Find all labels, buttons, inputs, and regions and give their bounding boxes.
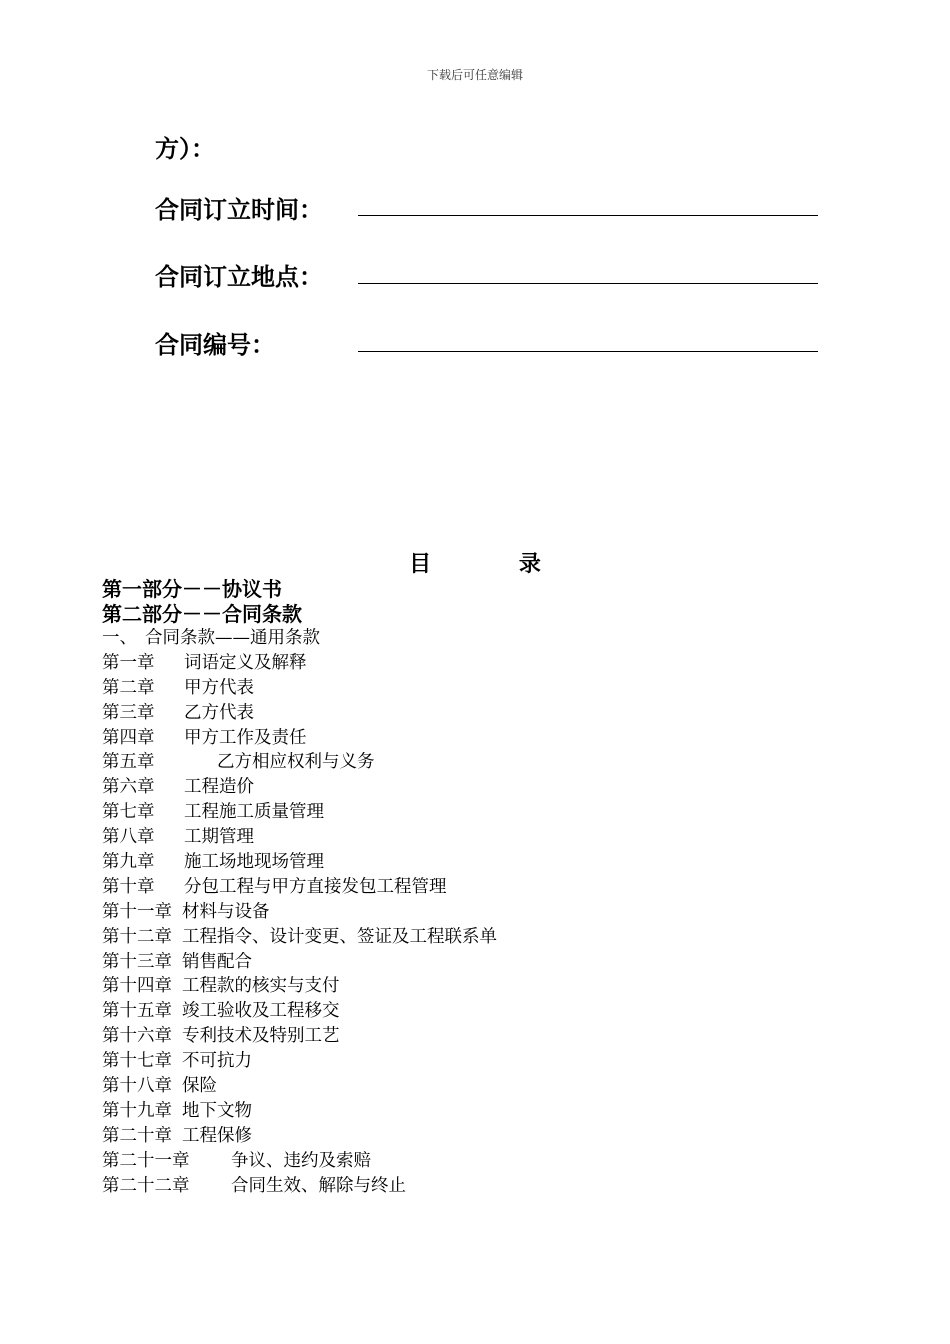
toc-entry-title: 甲方代表	[184, 677, 254, 698]
contract-place-field[interactable]	[358, 283, 818, 284]
toc-entry-title: 地下文物	[182, 1100, 252, 1121]
toc-entry-number: 第十三章	[102, 951, 172, 972]
toc-entry-number: 一、	[102, 628, 137, 648]
toc-entry	[102, 1174, 862, 1199]
toc-entry-number: 第八章	[102, 827, 155, 848]
toc-entry-title: 工程款的核实与支付	[182, 976, 340, 997]
toc-part-heading: 第一部分－－协议书	[102, 577, 282, 601]
toc-entry	[102, 651, 862, 676]
toc-entry-title: 合同生效、解除与终止	[231, 1175, 406, 1196]
toc-entry	[102, 925, 862, 950]
toc-entry-title: 施工场地现场管理	[184, 852, 324, 873]
toc-entry-number: 第十章	[102, 876, 155, 897]
toc-entry	[102, 950, 862, 975]
toc-entry-number: 第一章	[102, 652, 155, 673]
toc-entry-title: 合同条款——通用条款	[145, 628, 320, 648]
toc-entry-number: 第二十章	[102, 1125, 172, 1146]
toc-entry-title: 争议、违约及索赔	[231, 1150, 371, 1171]
toc-entry	[102, 1099, 862, 1124]
toc-entry-title: 乙方代表	[184, 702, 254, 723]
toc-entry-title: 工程造价	[184, 777, 254, 798]
toc-entry	[102, 1124, 862, 1149]
toc-entry-number: 第十五章	[102, 1001, 172, 1022]
toc-entry-title: 工期管理	[184, 827, 254, 848]
toc-entry-number: 第七章	[102, 802, 155, 823]
toc-entry-number: 第十一章	[102, 901, 172, 922]
contract-date-label: 合同订立时间：	[155, 196, 323, 224]
toc-entry-title: 材料与设备	[182, 901, 270, 922]
contract-date-field[interactable]	[358, 215, 818, 216]
toc-entry	[102, 850, 862, 875]
toc-entry-title: 工程保修	[182, 1125, 252, 1146]
toc-entry-title: 专利技术及特别工艺	[182, 1026, 340, 1047]
toc-entry-number: 第十六章	[102, 1026, 172, 1047]
toc-entry	[102, 1049, 862, 1074]
toc-entry-number: 第九章	[102, 852, 155, 873]
toc-entry-number: 第十二章	[102, 926, 172, 947]
toc-entry-number: 第二十一章	[102, 1150, 190, 1171]
toc-entry	[102, 726, 862, 751]
toc-entry-number: 第四章	[102, 727, 155, 748]
toc-entry	[102, 800, 862, 825]
toc-entry	[102, 1149, 862, 1174]
toc-entry	[102, 875, 862, 900]
toc-entry-number: 第十八章	[102, 1076, 172, 1097]
toc-entry	[102, 974, 862, 999]
toc-entry	[102, 900, 862, 925]
toc-entry-number: 第十四章	[102, 976, 172, 997]
toc-entry-title: 竣工验收及工程移交	[182, 1001, 340, 1022]
toc-entry	[102, 999, 862, 1024]
toc-entry-title: 乙方相应权利与义务	[217, 752, 375, 773]
contract-number-field[interactable]	[358, 351, 818, 352]
toc-entry-title: 词语定义及解释	[184, 652, 307, 673]
toc-entry-number: 第二十二章	[102, 1175, 190, 1196]
toc-entry-title: 不可抗力	[182, 1051, 252, 1072]
toc-entry	[102, 1024, 862, 1049]
toc-entry-number: 第十九章	[102, 1100, 172, 1121]
contract-number-label: 合同编号：	[155, 331, 275, 359]
toc-entry	[102, 775, 862, 800]
toc-entry-title: 工程施工质量管理	[184, 802, 324, 823]
party-label-tail: 方）：	[155, 135, 215, 163]
toc-entry	[102, 701, 862, 726]
toc-entry	[102, 626, 862, 651]
toc-entry-title: 甲方工作及责任	[184, 727, 307, 748]
toc-entry-number: 第六章	[102, 777, 155, 798]
contract-place-label: 合同订立地点：	[155, 263, 323, 291]
toc-entry-number: 第五章	[102, 752, 155, 773]
toc-entry	[102, 750, 862, 775]
toc-part-heading: 第二部分－－合同条款	[102, 602, 302, 626]
toc-entry-title: 保险	[182, 1076, 217, 1097]
header-note: 下载后可任意编辑	[426, 68, 523, 82]
toc-entry-number: 第十七章	[102, 1051, 172, 1072]
toc-entry-title: 销售配合	[182, 951, 252, 972]
toc-entry-number: 第三章	[102, 702, 155, 723]
toc-entry	[102, 825, 862, 850]
toc-title: 目 录	[409, 552, 581, 577]
toc-entry-title: 工程指令、设计变更、签证及工程联系单	[182, 926, 497, 947]
toc-list	[102, 626, 862, 1198]
toc-entry	[102, 1074, 862, 1099]
toc-entry-number: 第二章	[102, 677, 155, 698]
toc-entry-title: 分包工程与甲方直接发包工程管理	[184, 876, 447, 897]
toc-entry	[102, 676, 862, 701]
